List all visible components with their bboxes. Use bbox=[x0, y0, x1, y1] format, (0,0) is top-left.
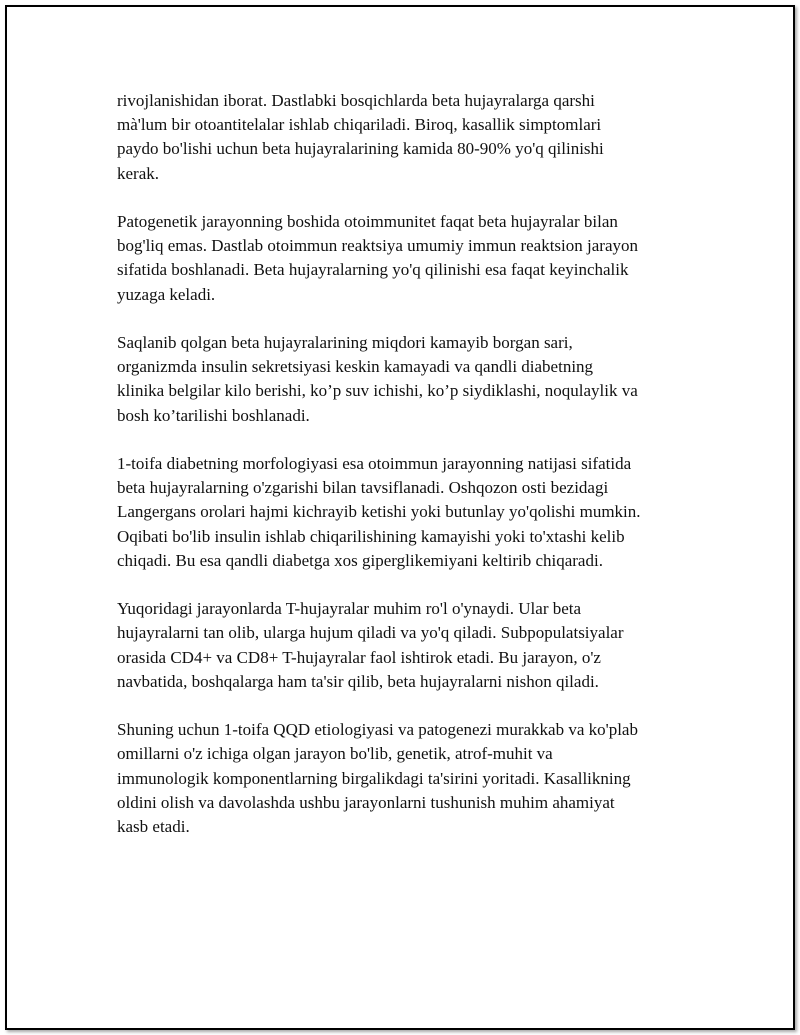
paragraph-6 bbox=[117, 718, 717, 839]
paragraph-1 bbox=[117, 89, 717, 186]
text-line: oldini olish va davolashda ushbu jarayonlarni tushunish muhim ahamiyat bbox=[117, 792, 615, 812]
text-line: Shuning uchun 1-toifa QQD etiologiyasi va patogenezi murakkab va ko'plab bbox=[117, 720, 638, 740]
paragraph-4 bbox=[117, 452, 717, 573]
text-line: bog'liq emas. Dastlab otoimmun reaktsiya umumiy immun reaktsion jarayon bbox=[117, 236, 638, 256]
text-line: omillarni o'z ichiga olgan jarayon bo'lib, genetik, atrof-muhit va bbox=[117, 744, 553, 764]
document-body bbox=[117, 89, 717, 863]
text-line: hujayralarni tan olib, ularga hujum qiladi va yo'q qiladi. Subpopulatsiyalar bbox=[117, 623, 624, 643]
text-line: rivojlanishidan iborat. Dastlabki bosqichlarda beta hujayralarga qarshi bbox=[117, 91, 595, 110]
text-line: klinika belgilar kilo berishi, ko’p suv ichishi, ko’p siydiklashi, noqulaylik va bbox=[117, 381, 638, 401]
text-line: chiqadi. Bu esa qandli diabetga xos giperglikemiyani keltirib chiqaradi. bbox=[117, 550, 603, 570]
text-line: paydo bo'lishi uchun beta hujayralarining kamida 80-90% yo'q qilinishi bbox=[117, 139, 604, 159]
text-line: Langergans orolari hajmi kichrayib ketishi yoki butunlay yo'qolishi mumkin. bbox=[117, 502, 641, 522]
text-line: mà'lum bir otoantitelalar ishlab chiqariladi. Biroq, kasallik simptomlari bbox=[117, 115, 602, 135]
text-line: Patogenetik jarayonning boshida otoimmunitet faqat beta hujayralar bilan bbox=[117, 212, 618, 231]
text-line: kerak. bbox=[117, 163, 160, 183]
text-line: immunologik komponentlarning birgalikdagi ta'sirini yoritadi. Kasallikning bbox=[117, 768, 631, 788]
text-line: yuzaga keladi. bbox=[117, 284, 216, 304]
text-line: Oqibati bo'lib insulin ishlab chiqarilishining kamayishi yoki to'xtashi kelib bbox=[117, 526, 625, 546]
paragraph-5 bbox=[117, 597, 717, 694]
paragraph-2 bbox=[117, 210, 717, 307]
paragraph-3 bbox=[117, 331, 717, 428]
text-line: beta hujayralarning o'zgarishi bilan tavsiflanadi. Oshqozon osti bezidagi bbox=[117, 478, 609, 498]
text-line: bosh ko’tarilishi boshlanadi. bbox=[117, 405, 310, 425]
text-line: Yuqoridagi jarayonlarda T-hujayralar muhim ro'l o'ynaydi. Ular beta bbox=[117, 599, 582, 619]
text-line: organizmda insulin sekretsiyasi keskin kamayadi va qandli diabetning bbox=[117, 357, 594, 377]
text-line: 1-toifa diabetning morfologiyasi esa otoimmun jarayonning natijasi sifatida bbox=[117, 454, 632, 473]
text-line: navbatida, boshqalarga ham ta'sir qilib, beta hujayralarni nishon qiladi. bbox=[117, 671, 599, 691]
text-line: orasida CD4+ va CD8+ T-hujayralar faol ishtirok etadi. Bu jarayon, o'z bbox=[117, 647, 601, 667]
text-line: Saqlanib qolgan beta hujayralarining miqdori kamayib borgan sari, bbox=[117, 333, 573, 352]
text-line: sifatida boshlanadi. Beta hujayralarning yo'q qilinishi esa faqat keyinchalik bbox=[117, 260, 629, 280]
text-line: kasb etadi. bbox=[117, 817, 190, 837]
